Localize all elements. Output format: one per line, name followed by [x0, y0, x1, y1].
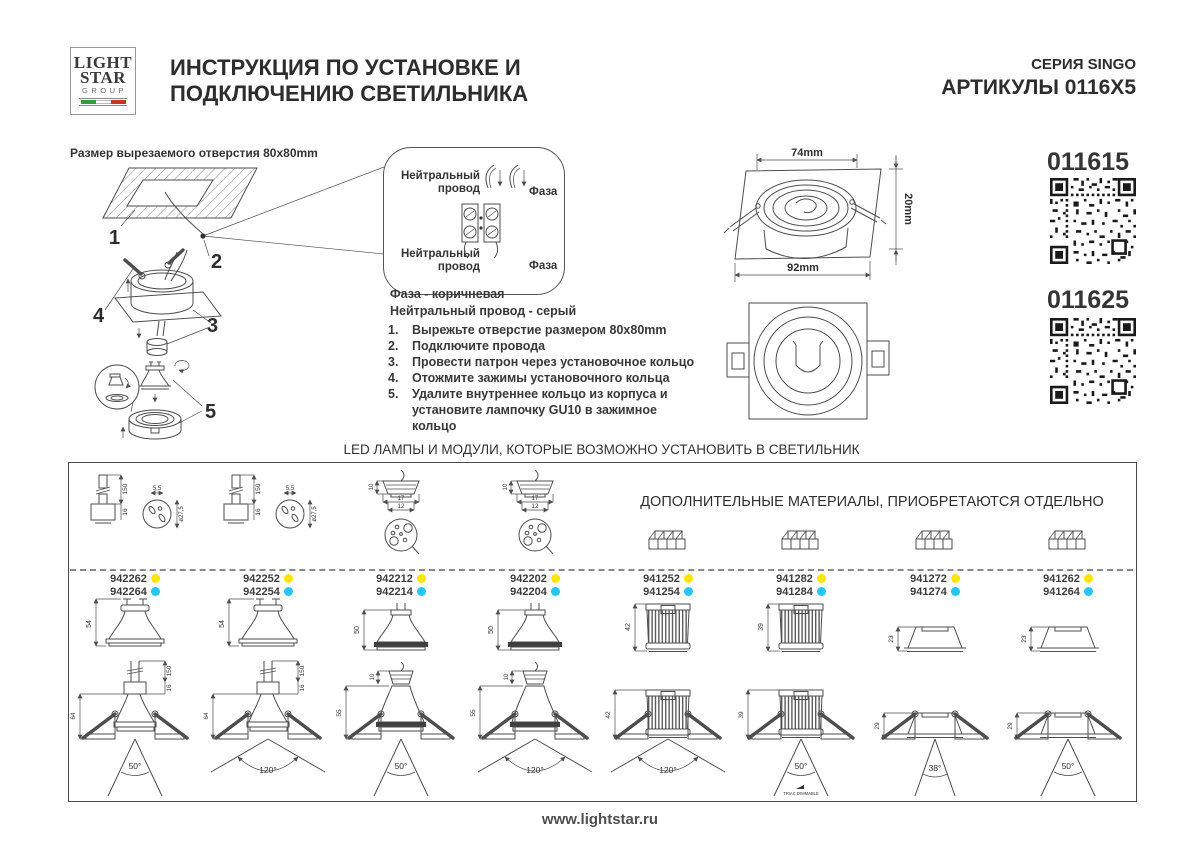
gu10-socket-diagram [75, 471, 195, 563]
article-blue: 941274 [870, 585, 1000, 598]
beam-angle: 38° [928, 763, 942, 773]
svg-text:5,5: 5,5 [285, 486, 295, 492]
website-url: www.lightstar.ru [541, 811, 659, 828]
terminal-block-icon [773, 528, 829, 556]
beam-angle: 50° [394, 761, 408, 771]
yellow-dot-icon [951, 574, 960, 583]
blue-dot-icon [684, 587, 693, 596]
article-yellow: 941282 [736, 572, 866, 585]
blue-dot-icon [417, 587, 426, 596]
gu10-socket-diagram [208, 471, 328, 563]
svg-text:23: 23 [1021, 635, 1028, 643]
series-header [941, 56, 1136, 100]
dim-74mm: 74mm [791, 147, 823, 159]
svg-text:10: 10 [369, 483, 375, 491]
svg-text:10: 10 [503, 483, 509, 491]
blue-dot-icon [1084, 587, 1093, 596]
lamp-column-2 [203, 462, 333, 800]
installed-view [736, 658, 866, 798]
installed-view [470, 658, 600, 798]
lamp-column-6 [736, 462, 866, 800]
yellow-dot-icon [1084, 574, 1093, 583]
series-name: СЕРИЯ SINGO [1031, 56, 1136, 73]
mr16-connector-diagram [475, 467, 595, 562]
article-blue: 941284 [736, 585, 866, 598]
step-4: 4. Отожмите зажимы установочного кольца [388, 371, 670, 385]
mr16-lamp-diagram [346, 600, 456, 656]
beam-angle: 120° [659, 765, 677, 775]
hole-size-caption: Размер вырезаемого отверстия 80x80mm [70, 146, 318, 160]
lamp-column-1 [70, 462, 200, 800]
article-yellow: 942252 [203, 572, 333, 585]
svg-text:23: 23 [888, 635, 895, 643]
lamp-column-3 [336, 462, 466, 800]
wiring-diagram-box [383, 147, 565, 295]
terminal-block-icon [907, 528, 963, 556]
yellow-dot-icon [151, 574, 160, 583]
svg-text:16: 16 [299, 684, 306, 692]
svg-text:150: 150 [122, 483, 129, 495]
page-title: ИНСТРУКЦИЯ ПО УСТАНОВКЕ И ПОДКЛЮЧЕНИЮ СВЕТИЛЬНИКА [170, 55, 529, 106]
mr16-connector-diagram [341, 467, 461, 562]
led-module-low-diagram [880, 622, 990, 656]
dim-92mm: 92mm [787, 262, 819, 274]
article-yellow: 941252 [603, 572, 733, 585]
led-module-diagram [613, 598, 723, 656]
article-blue: 942204 [470, 585, 600, 598]
callout-1: 1 [109, 227, 121, 249]
beam-angle: 120° [259, 765, 277, 775]
article-range: АРТИКУЛЫ 0116X5 [941, 76, 1136, 99]
installed-view [336, 658, 466, 798]
article-yellow: 942202 [470, 572, 600, 585]
svg-text:16: 16 [255, 508, 262, 516]
svg-text:39: 39 [758, 623, 765, 631]
svg-text:54: 54 [86, 620, 93, 628]
beam-angle: 50° [1061, 761, 1075, 771]
yellow-dot-icon [284, 574, 293, 583]
installation-steps [388, 322, 698, 434]
installed-view [603, 658, 733, 798]
dimmable-triangle-icon [796, 785, 804, 789]
yellow-dot-icon [551, 574, 560, 583]
article-blue: 941264 [1003, 585, 1133, 598]
article-blue: 942214 [336, 585, 466, 598]
article-yellow: 942212 [336, 572, 466, 585]
product-code-011615: 011615 [1046, 148, 1130, 176]
svg-text:10: 10 [370, 673, 376, 681]
svg-text:150: 150 [299, 665, 306, 677]
triac-note: TRIAC DIMMABLE [783, 791, 819, 796]
article-yellow: 941272 [870, 572, 1000, 585]
svg-text:5,5: 5,5 [152, 486, 162, 492]
dimension-drawing [700, 145, 960, 430]
gu10-lamp-diagram [213, 594, 323, 656]
neutral-label-bottom: Нейтральный провод [400, 248, 480, 273]
article-yellow: 941262 [1003, 572, 1133, 585]
article-blue: 941254 [603, 585, 733, 598]
lamp-column-8 [1003, 462, 1133, 800]
svg-text:17: 17 [531, 496, 539, 502]
callout-4: 4 [93, 305, 105, 327]
svg-text:39: 39 [738, 711, 745, 719]
svg-text:50: 50 [354, 626, 361, 634]
svg-text:16: 16 [166, 684, 173, 692]
lamps-table-title: LED ЛАМПЫ И МОДУЛИ, КОТОРЫЕ ВОЗМОЖНО УСТАНОВИТЬ В СВЕТИЛЬНИК [343, 442, 860, 457]
installed-view [203, 658, 333, 798]
phase-label-bottom: Фаза [529, 260, 558, 272]
installed-view [1003, 658, 1133, 798]
qr-code-011615 [1050, 178, 1136, 264]
led-module-diagram [746, 598, 856, 656]
led-module-low-diagram [1013, 622, 1123, 656]
svg-text:64: 64 [70, 712, 77, 720]
terminal-block-icon [1040, 528, 1096, 556]
step-2: 2. Подключите провода [388, 339, 546, 353]
blue-dot-icon [551, 587, 560, 596]
callout-5: 5 [205, 401, 217, 423]
lightstar-logo [70, 47, 136, 115]
svg-text:54: 54 [219, 620, 226, 628]
svg-text:55: 55 [470, 709, 477, 717]
article-blue: 942264 [70, 585, 200, 598]
callout-2: 2 [211, 251, 223, 273]
lamp-column-7 [870, 462, 1000, 800]
installed-view [70, 658, 200, 798]
dim-20mm: 20mm [902, 193, 914, 225]
phase-label-top: Фаза [529, 186, 558, 198]
mr16-lamp-diagram [480, 600, 590, 656]
blue-dot-icon [817, 587, 826, 596]
installed-view [870, 658, 1000, 798]
svg-text:12: 12 [531, 504, 539, 510]
svg-text:10: 10 [504, 673, 510, 681]
logo-word-group: GROUP [81, 86, 127, 95]
svg-text:42: 42 [605, 711, 612, 719]
gu10-lamp-diagram [80, 594, 190, 656]
svg-text:29: 29 [874, 722, 881, 730]
svg-text:150: 150 [255, 483, 262, 495]
lamp-column-5 [603, 462, 733, 800]
logo-word-light: LIGHT [73, 53, 133, 72]
neutral-label-top: Нейтральный провод [400, 170, 480, 195]
beam-angle: 50° [128, 761, 142, 771]
step-3: 3. Провести патрон через установочное кольцо [388, 355, 695, 369]
lamp-column-4 [470, 462, 600, 800]
svg-text:ø27,5: ø27,5 [312, 506, 318, 522]
yellow-dot-icon [417, 574, 426, 583]
svg-text:ø27,5: ø27,5 [179, 506, 185, 522]
logo-word-star: STAR [79, 68, 127, 87]
svg-text:64: 64 [203, 712, 210, 720]
yellow-dot-icon [817, 574, 826, 583]
beam-angle: 120° [526, 765, 544, 775]
svg-text:16: 16 [122, 508, 129, 516]
blue-dot-icon [951, 587, 960, 596]
terminal-block-icon [640, 528, 696, 556]
yellow-dot-icon [684, 574, 693, 583]
svg-text:55: 55 [336, 709, 343, 717]
svg-text:17: 17 [397, 496, 405, 502]
qr-code-011625 [1050, 318, 1136, 404]
article-blue: 942254 [203, 585, 333, 598]
step-5: 5. Удалите внутреннее кольцо из корпуса и установите лампочку GU10 в зажимное кольцо [388, 387, 668, 433]
terminal-drawing [384, 148, 564, 294]
wire-color-note: Фаза - коричневая Нейтральный провод - серый [390, 287, 577, 318]
svg-text:150: 150 [166, 665, 173, 677]
extras-title: ДОПОЛНИТЕЛЬНЫЕ МАТЕРИАЛЫ, ПРИОБРЕТАЮТСЯ ОТДЕЛЬНО [640, 494, 1104, 510]
beam-angle: 50° [794, 761, 808, 771]
svg-text:12: 12 [397, 504, 405, 510]
callout-3: 3 [207, 315, 219, 337]
italian-flag-icon [79, 98, 127, 106]
svg-text:42: 42 [625, 623, 632, 631]
installation-diagram [65, 140, 380, 440]
step-1: 1. Вырежьте отверстие размером 80x80mm [388, 323, 667, 337]
svg-text:29: 29 [1007, 722, 1014, 730]
article-yellow: 942262 [70, 572, 200, 585]
product-code-011625: 011625 [1046, 286, 1130, 314]
svg-text:50: 50 [488, 626, 495, 634]
